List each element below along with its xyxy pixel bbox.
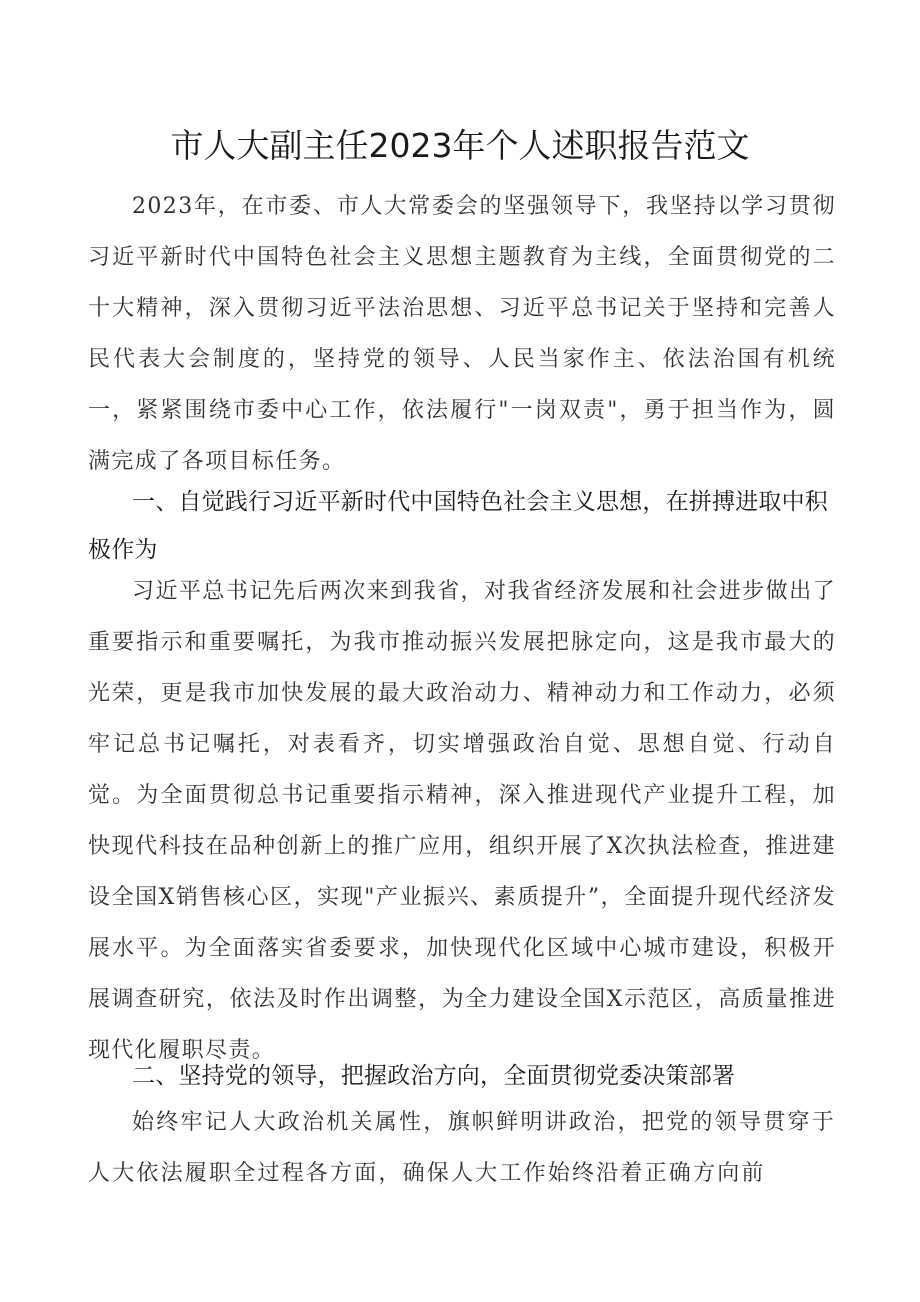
section-1-paragraph: 习近平总书记先后两次来到我省，对我省经济发展和社会进步做出了重要指示和重要嘱托，为我市推动振兴发展把脉定向，这是我市最大的光荣，更是我市加快发展的最大政治动力、精神动力和工作动力，必须牢记总书记嘱托，对表看齐，切实增强政治自觉、思想自觉、行动自觉。为全面贯彻总书记重要指示精神，深入推进现代产业提升工程，加快现代科技在品种创新上的推广应用，组织开展了X次执法检查，推进建设全国X销售核心区，实现"产业振兴、素质提升”，全面提升现代经济发展水平。为全面落实省委要求，加快现代化区域中心城市建设，积极开展调查研究，依法及时作出调整，为全力建设全国X示范区，高质量推进现代化履职尽责。 (88, 579, 836, 1063)
section-2-paragraph: 始终牢记人大政治机关属性，旗帜鲜明讲政治，把党的领导贯穿于人大依法履职全过程各方面，确保人大工作始终沿着正确方向前 (88, 1110, 836, 1186)
section-1-heading: 一、自觉践行习近平新时代中国特色社会主义思想，在拼搏进取中积极作为 (88, 489, 828, 563)
document-title: 市人大副主任2023年个人述职报告范文 (170, 126, 750, 165)
intro-paragraph: 2023年，在市委、市人大常委会的坚强领导下，我坚持以学习贯彻习近平新时代中国特色社会主义思想主题教育为主线，全面贯彻党的二十大精神，深入贯彻习近平法治思想、习近平总书记关于坚持和完善人民代表大会制度的，坚持党的领导、人民当家作主、依法治国有机统一，紧紧围绕市委中心工作，依法履行"一岗双责"，勇于担当作为，圆满完成了各项目标任务。 (88, 194, 836, 474)
section-2-heading: 二、坚持党的领导，把握政治方向，全面贯彻党委决策部署 (132, 1063, 736, 1089)
